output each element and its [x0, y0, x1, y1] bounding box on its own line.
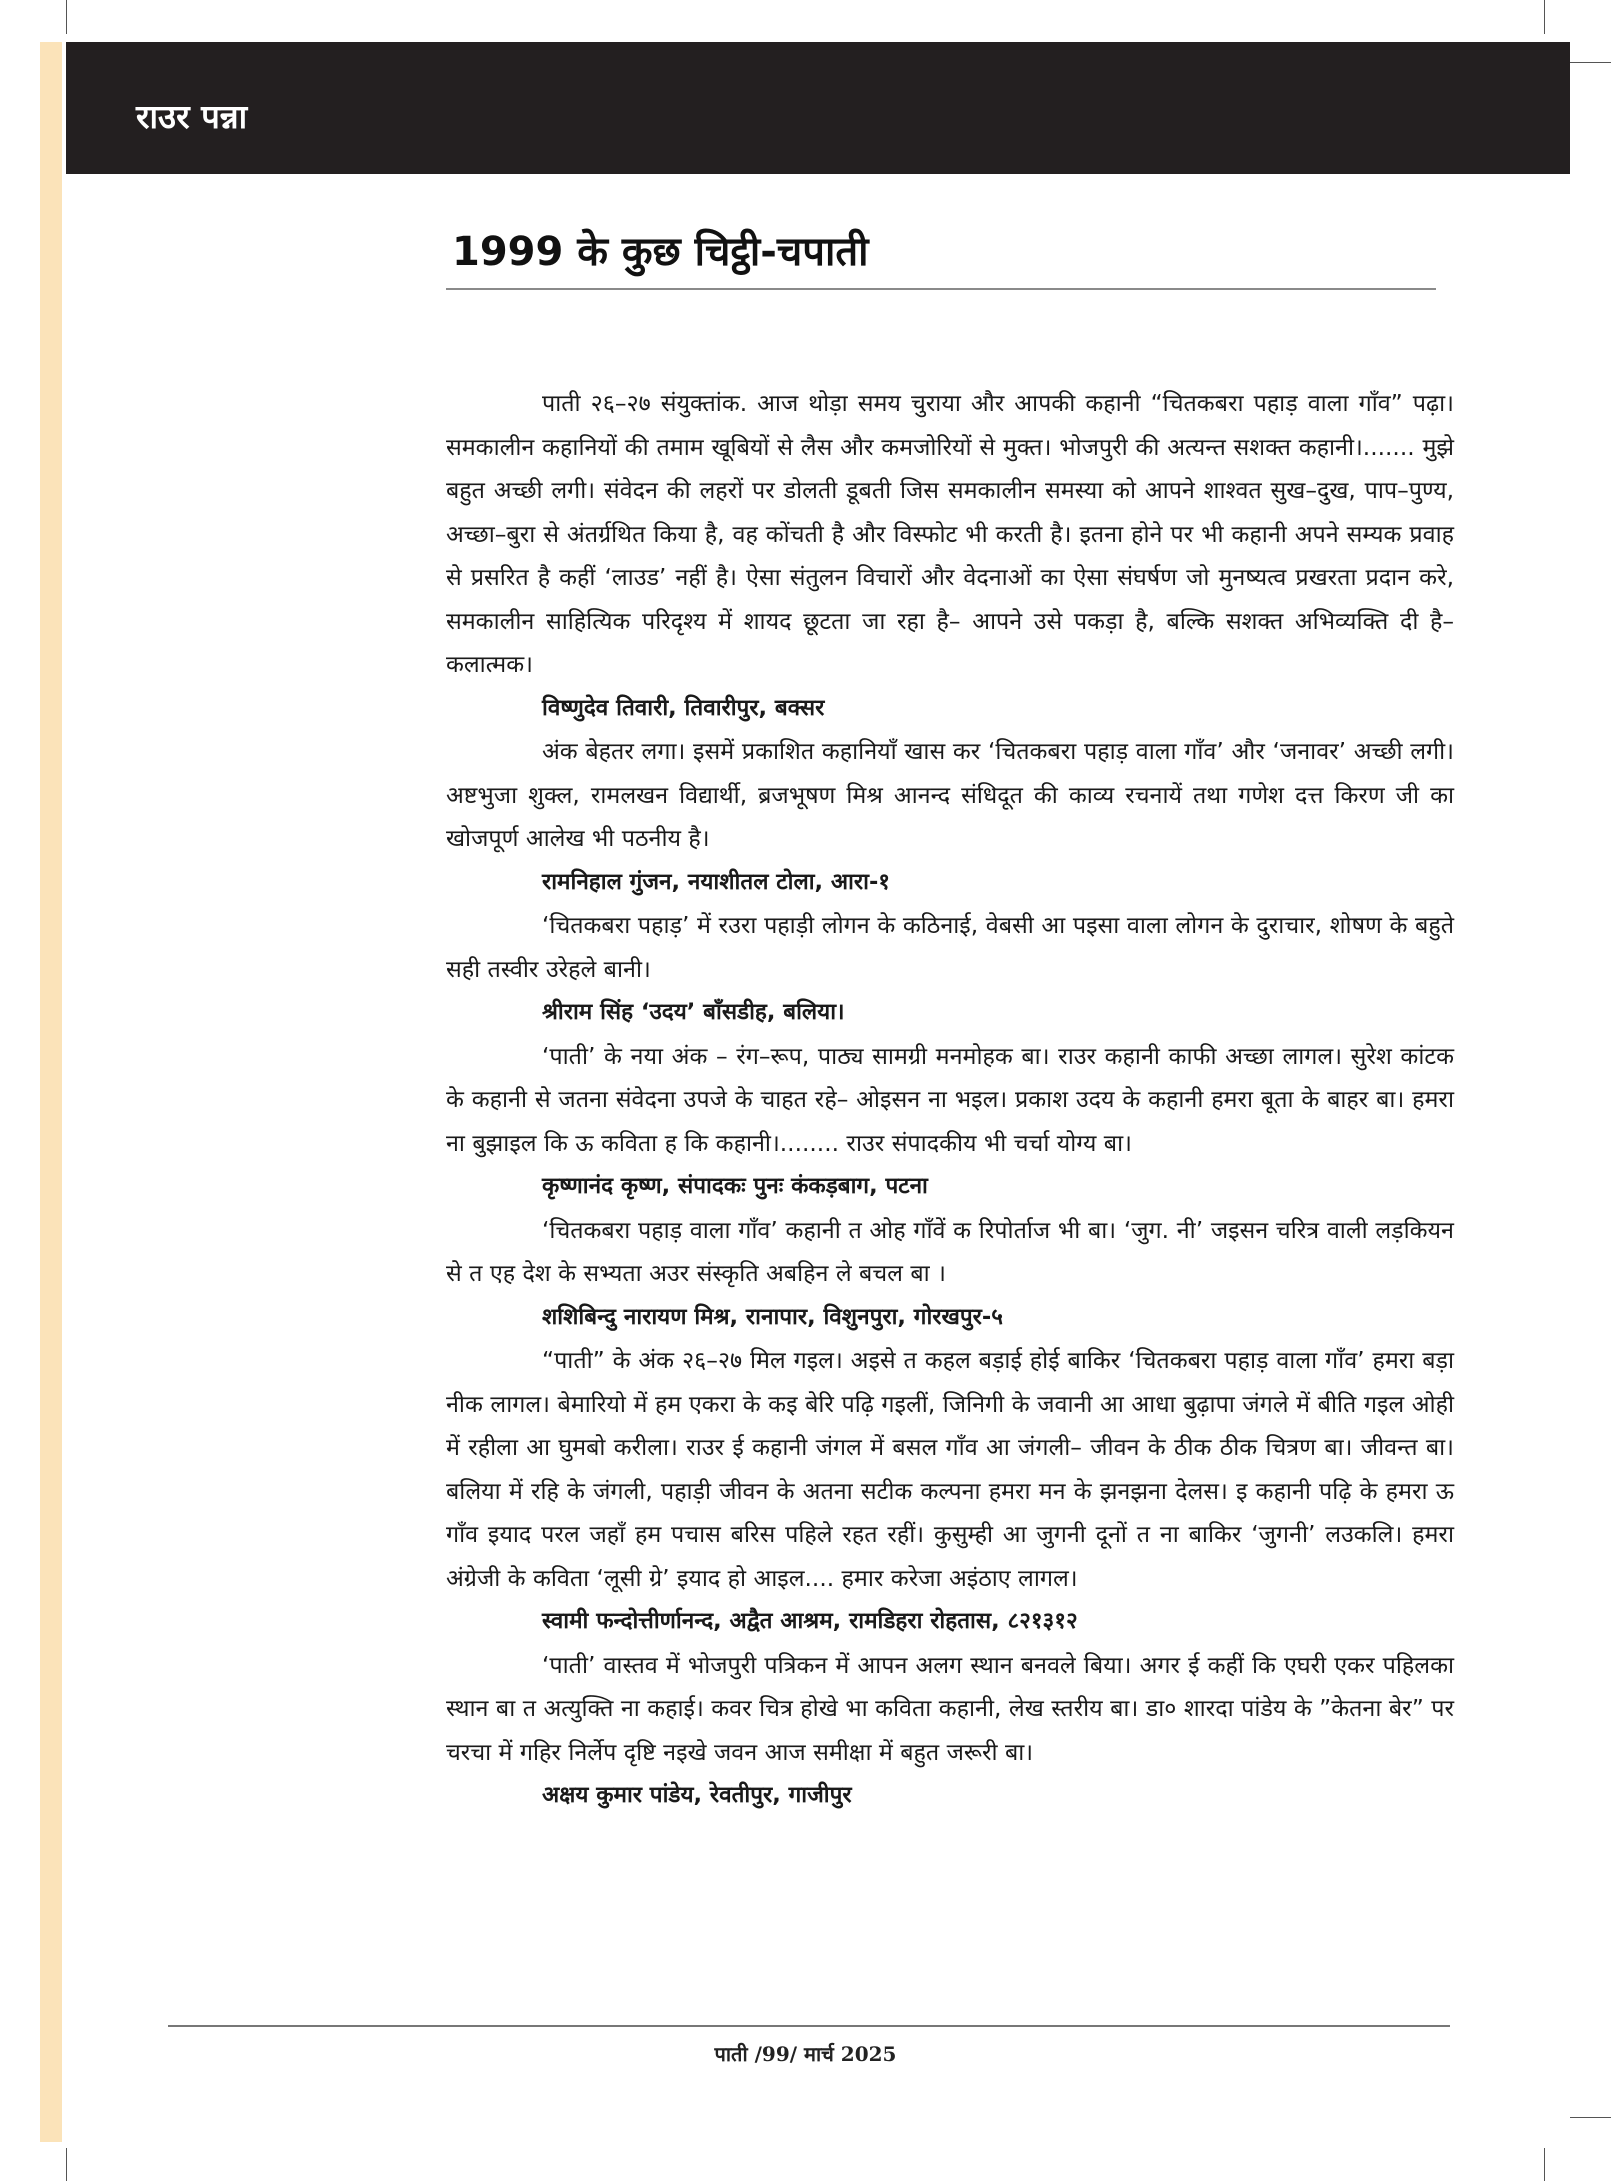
header-bar — [66, 42, 1570, 174]
letter-signature: कृष्णानंद कृष्ण, संपादकः पुनः कंकड़बाग, पटना — [542, 1173, 928, 1199]
letter-text: ‘पाती’ वास्तव में भोजपुरी पत्रिकन में आपन अलग स्थान बनवले बिया। अगर ई कहीं कि एघरी एकर पहिलका स्थान बा त अत्युक्ति ना कहाई। कवर चित्र होखे भा कविता कहानी, लेख स्तरीय बा। डा० शारदा पांडेय के ”केतना बेर” पर चरचा में गहिर निर्लेप दृष्टि नइखे जवन आज समीक्षा में बहुत जरूरी बा। — [446, 1651, 1454, 1766]
letter-text: ‘पाती’ के नया अंक – रंग–रूप, पाठ्य सामग्री मनमोहक बा। राउर कहानी काफी अच्छा लागल। सुरेश कांटक के कहानी से जतना संवेदना उपजे के चाहत रहे– ओइसन ना भइल। प्रकाश उदय के कहानी हमरा बूता के बाहर बा। हमरा ना बुझाइल कि ऊ कविता ह कि कहानी।........ राउर संपादकीय भी चर्चा योग्य बा। — [446, 1042, 1454, 1157]
letter — [446, 1035, 1454, 1209]
letter-signature: विष्णुदेव तिवारी, तिवारीपुर, बक्सर — [542, 694, 825, 721]
letter — [446, 382, 1454, 730]
page-footer: पाती /99/ मार्च 2025 — [714, 2042, 897, 2066]
letters-column — [446, 382, 1454, 1818]
letter-signature: शशिबिन्दु नारायण मिश्र, रानापार, विशुनपुरा, गोरखपुर-५ — [542, 1303, 1003, 1330]
letter-signature: रामनिहाल गुंजन, नयाशीतल टोला, आरा-१ — [542, 868, 890, 895]
crop-mark — [66, 2148, 67, 2181]
letter-text: “पाती” के अंक २६–२७ मिल गइल। अइसे त कहल बड़ाई होई बाकिर ‘चितकबरा पहाड़ वाला गाँव’ हमरा बड़ा नीक लागल। बेमारियो में हम एकरा के कइ बेरि पढ़ि गइलीं, जिनिगी के जवानी आ आधा बुढ़ापा जंगले में बीति गइल ओही में रहीला आ घुमबो करीला। राउर ई कहानी जंगल में बसल गाँव आ जंगली– जीवन के ठीक ठीक चित्रण बा। जीवन्त बा। बलिया में रहि के जंगली, पहाड़ी जीवन के अतना सटीक कल्पना हमरा मन के झनझना देलस। इ कहानी पढ़ि के हमरा ऊ गाँव इयाद परल जहाँ हम पचास बरिस पहिले रहत रहीं। कुसुम्ही आ जुगनी दूनों त ना बाकिर ‘जुगनी’ लउकलि। हमरा अंग्रेजी के कविता ‘लूसी ग्रे’ इयाद हो आइल.... हमार करेजा अइंठाए लागल। — [446, 1347, 1454, 1592]
letter — [446, 1339, 1454, 1644]
letter — [446, 1209, 1454, 1340]
letter-text: अंक बेहतर लगा। इसमें प्रकाशित कहानियाँ खास कर ‘चितकबरा पहाड़ वाला गाँव’ और ‘जनावर’ अच्छी लगी। अष्टभुजा शुक्ल, रामलखन विद्यार्थी, ब्रजभूषण मिश्र आनन्द संधिदूत की काव्य रचनायें तथा गणेश दत्त किरण जी का खोजपूर्ण आलेख भी पठनीय है। — [446, 738, 1454, 852]
letter — [446, 904, 1454, 1035]
crop-mark — [66, 0, 67, 34]
crop-mark — [1544, 2148, 1545, 2181]
title-divider — [446, 288, 1436, 290]
page-title: 1999 के कुछ चिट्ठी-चपाती — [452, 229, 869, 275]
section-label: राउर पन्ना — [136, 97, 248, 136]
crop-mark — [1570, 2117, 1611, 2118]
letter — [446, 730, 1454, 904]
letter-text: पाती २६–२७ संयुक्तांक. आज थोड़ा समय चुराया और आपकी कहानी “चितकबरा पहाड़ वाला गाँव” पढ़ा। समकालीन कहानियों की तमाम खूबियों से लैस और कमजोरियों से मुक्त। भोजपुरी की अत्यन्त सशक्त कहानी।....... मुझे बहुत अच्छी लगी। संवेदन की लहरों पर डोलती डूबती जिस समकालीन समस्या को आपने शाश्वत सुख–दुख, पाप–पुण्य, अच्छा–बुरा से अंतर्ग्रथित किया है, वह कोंचती है और विस्फोट भी करती है। इतना होने पर भी कहानी अपने सम्यक प्रवाह से प्रसरित है कहीं ‘लाउड’ नहीं है। ऐसा संतुलन विचारों और वेदनाओं का ऐसा संघर्षण जो मुनष्यत्व प्रखरता प्रदान करे, समकालीन साहित्यिक परिदृश्य में शायद छूटता जा रहा है– आपने उसे पकड़ा है, बल्कि सशक्त अभिव्यक्ति दी है– कलात्मक। — [446, 390, 1454, 678]
letter — [446, 1644, 1454, 1818]
letter-signature: अक्षय कुमार पांडेय, रेवतीपुर, गाजीपुर — [542, 1782, 852, 1808]
side-color-strip — [40, 42, 62, 2142]
crop-mark — [1570, 62, 1611, 63]
letter-text: ‘चितकबरा पहाड़’ में रउरा पहाड़ी लोगन के कठिनाई, वेबसी आ पइसा वाला लोगन के दुराचार, शोषण के बहुते सही तस्वीर उरेहले बानी। — [446, 912, 1454, 983]
letter-signature: श्रीराम सिंह ‘उदय’ बाँसडीह, बलिया। — [542, 999, 845, 1025]
letter-signature: स्वामी फन्दोत्तीर्णानन्द, अद्वैत आश्रम, रामडिहरा रोहतास, ८२१३१२ — [542, 1608, 1078, 1634]
footer-divider — [168, 2025, 1450, 2027]
letter-text: ‘चितकबरा पहाड़ वाला गाँव’ कहानी त ओह गाँवें क रिपोर्ताज भी बा। ‘जुग. नी’ जइसन चरित्र वाली लड़कियन से त एह देश के सभ्यता अउर संस्कृति अबहिन ले बचल बा । — [446, 1216, 1454, 1287]
crop-mark — [1544, 0, 1545, 34]
